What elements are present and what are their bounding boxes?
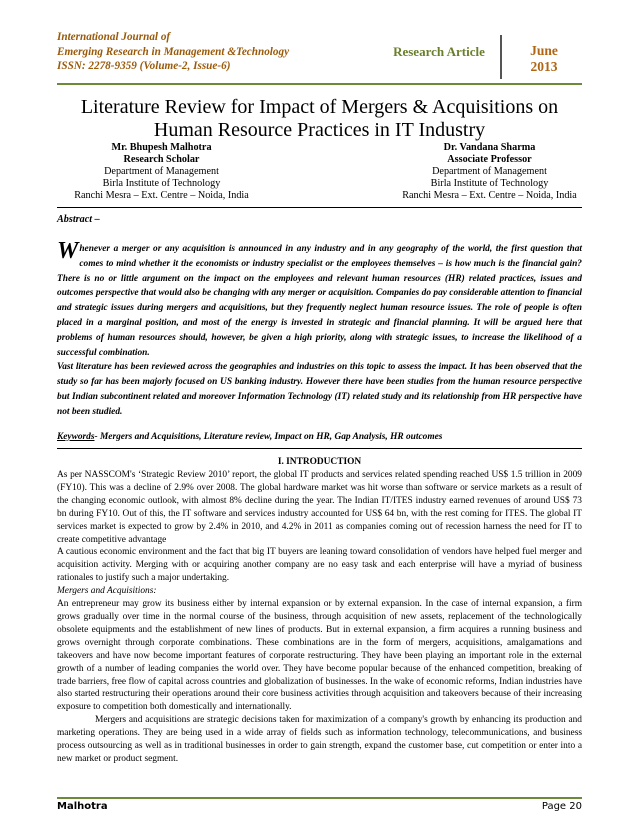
footer-author: Malhotra [57,801,108,812]
keywords-label: Keywords [57,432,95,442]
journal-issn: ISSN: 2278-9359 (Volume-2, Issue-6) [57,60,231,72]
issue-month: June [530,43,558,58]
section-body [57,469,582,766]
header-divider [500,35,502,79]
abstract-heading: Abstract – [57,214,100,225]
footer-rule [57,797,582,799]
body-paragraph-4: Mergers and acquisitions are strategic decisions taken for maximization of a company's growth by enhancing its production and marketing operations. They are being used in a wide array of fields such as information technology, telecommunications, and business process outsourcing as well as in traditional businesses in order to gain strength, expand the customer base, cut competition or enter into a new market or product segment. [57,715,582,764]
author-role: Associate Professor [447,154,532,165]
author-role: Research Scholar [123,154,200,165]
article-type: Research Article [393,44,485,59]
author-block-1 [54,142,269,202]
abstract-para-2: Vast literature has been reviewed across the geographies and industries on this topic to assess the impact. It has been observed that the study so far has been majorly focused on US banking industry. However there have been studies from the human resource perspective but Indian subcontinent related and moreover Information Technology (IT) related study and its relationship from HR perspective have not been studied. [57,362,582,417]
author-addr: Ranchi Mesra – Ext. Centre – Noida, India [74,190,249,201]
journal-name-line1: International Journal of [57,31,171,43]
journal-header [57,30,582,82]
author-dept: Department of Management [104,166,219,177]
drop-cap: W [57,238,79,264]
keywords-text: - Mergers and Acquisitions, Literature review, Impact on HR, Gap Analysis, HR outcomes [94,432,443,442]
abstract-top-rule [57,207,582,208]
page-number: Page 20 [541,801,582,812]
subsection-heading: Mergers and Acquisitions: [57,586,157,597]
abstract-para-1: henever a merger or any acquisition is announced in any industry and in any geography of the world, the first question that comes to mind whether it the economists or industry specialist or the employees themselves – is how much is the financial gain? There is no or little argument on the impact on the employees and relevant human resources (HR) related practices, issues and outcomes perspective that would also be changing with any merger or acquisition. Companies do pay considerable attention to financial and strategic issues during mergers and acquisitions, but they frequently neglect human resource issues. The role of people is often placed in a marginal position, and most of the energy is invested in strategic and financial planning. It will be argued here that problems of human resources should, however, be given a high priority, along with strategic issues, to increase the likelihood of a successful combination. [57,244,582,358]
body-paragraph-1: As per NASSCOM's ‘Strategic Review 2010’ report, the global IT products and services related spending reached US$ 1.5 trillion in 2009 (FY10). This was a decline of 2.9% over 2008. The global hardware market was hit worse than software or service markets as a result of the changing economic outlook, with almost 8% decline during the year. The Indian IT/ITES industry earned revenues of around US$ 73 bn during FY10. Out of this, the IT software and services industry accounted for US$ 64 bn, with the rest coming for ITES. The global IT services market is expected to grow by 2.4% in 2010, and 4.2% in 2011 as companies coming out of recession harness the need for IT to create competitive advantage [57,470,582,545]
author-block-2 [387,142,592,202]
abstract-paragraph [57,238,582,360]
author-inst: Birla Institute of Technology [430,178,549,189]
author-name: Mr. Bhupesh Malhotra [111,142,212,153]
issue-year: 2013 [530,59,558,74]
header-rule [57,83,582,85]
issue-date [504,43,584,75]
abstract-text [57,238,582,420]
author-name: Dr. Vandana Sharma [443,142,536,153]
body-paragraph-3: An entrepreneur may grow its business either by internal expansion or by external expansion. In the case of internal expansion, a firm grows gradually over time in the normal course of the business, through acquisition of new assets, replacement of the technologically obsolete equipments and the establishment of new lines of products. But in external expansion, a firm acquires a running business and grows overnight through corporate combinations. These combinations are in the form of mergers, acquisitions, amalgamations and takeovers and have now become important features of corporate restructuring. They have been playing an important role in the external growth of a number of leading companies the world over. They have become popular because of the enhanced competition, breaking of trade barriers, free flow of capital across countries and globalization of businesses. In the wake of economic reforms, Indian industries have also started restructuring their operations around their core business activities through acquisition and takeovers because of their increasing exposure to competition both domestically and internationally. [57,599,582,713]
author-dept: Department of Management [432,166,547,177]
journal-name-line2: Emerging Research in Management &Technology [57,45,290,58]
keywords-rule [57,448,582,449]
paper-title: Literature Review for Impact of Mergers & Acquisitions on Human Resource Practices in IT Industry [80,96,559,141]
journal-info [57,30,387,74]
author-addr: Ranchi Mesra – Ext. Centre – Noida, India [402,190,577,201]
body-paragraph-2: A cautious economic environment and the fact that big IT buyers are leaning toward consolidation of vendors have helped fuel merger and acquisition activity. Merging with or acquiring another company are no easy task and each enterprise will have a myriad of business rationales to justify such a major undertaking. [57,547,582,584]
section-title: I. INTRODUCTION [277,457,362,467]
author-inst: Birla Institute of Technology [102,178,221,189]
keywords-line [57,432,582,442]
